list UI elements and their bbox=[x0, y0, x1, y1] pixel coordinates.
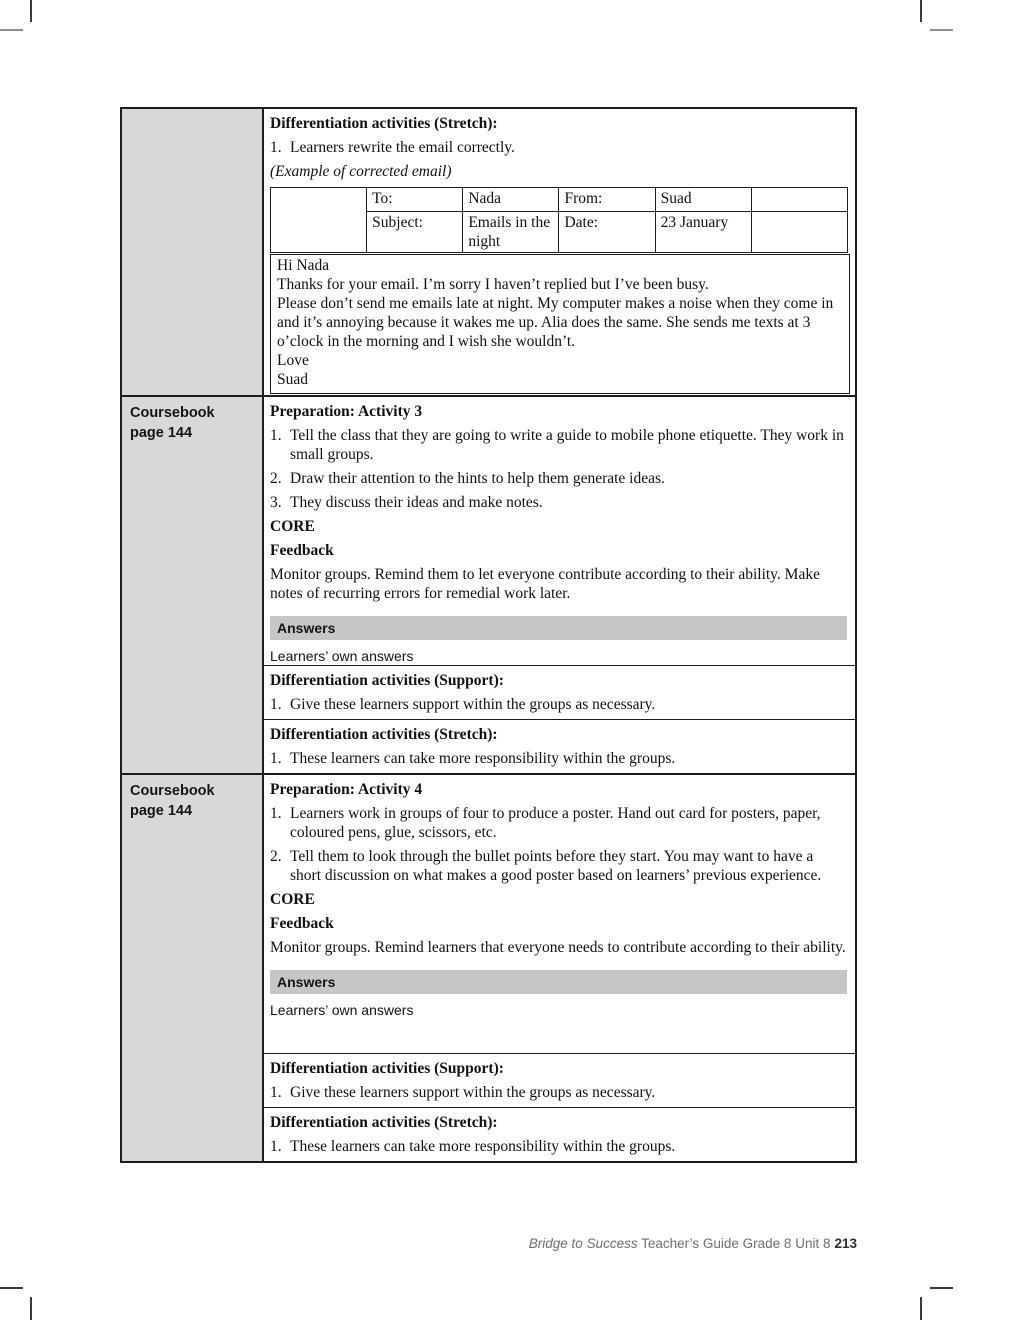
stretch-item bbox=[270, 1137, 847, 1156]
email-signature: Suad bbox=[277, 371, 308, 388]
list-text: Learners rewrite the email correctly. bbox=[290, 139, 515, 156]
email-body-box bbox=[270, 254, 850, 394]
stretch-item bbox=[270, 138, 850, 157]
sidebar-page-label: page 144 bbox=[130, 424, 193, 441]
stretch-email-row bbox=[122, 109, 855, 395]
list-text: These learners can take more responsibility within the groups. bbox=[290, 1138, 676, 1155]
email-from-value: Suad bbox=[655, 188, 751, 212]
email-from-label: From: bbox=[559, 188, 655, 212]
activity-4-main bbox=[264, 775, 855, 1053]
core-label: CORE bbox=[270, 518, 315, 535]
crop-mark-bottom-right-vertical bbox=[920, 1297, 922, 1320]
email-header-empty-cell bbox=[271, 188, 367, 253]
support-box bbox=[264, 665, 855, 719]
support-box bbox=[264, 1053, 855, 1107]
content-table bbox=[120, 107, 857, 1163]
activity-step bbox=[270, 493, 847, 512]
support-heading: Differentiation activities (Support): bbox=[270, 1060, 504, 1077]
email-subject-value: Emails in the night bbox=[463, 212, 559, 253]
activity-heading: Preparation: Activity 4 bbox=[270, 781, 423, 798]
sidebar-coursebook-label: Coursebook bbox=[130, 405, 215, 421]
email-header-row-1 bbox=[271, 188, 848, 212]
activity-3-cell bbox=[264, 397, 855, 773]
activity-step bbox=[270, 847, 847, 885]
sidebar-cell-coursebook bbox=[122, 775, 264, 1161]
support-item bbox=[270, 1083, 847, 1102]
answers-label: Answers bbox=[277, 974, 336, 990]
list-number: 1. bbox=[270, 139, 282, 156]
activity-step bbox=[270, 804, 847, 842]
email-paragraph: Please don’t send me emails late at night. My computer makes a noise when they come in and it’s annoying because it wakes me up. Alia does the same. She sends me texts at 3 o’clock in the morning and I wish she wouldn’t. bbox=[277, 295, 834, 350]
support-heading: Differentiation activities (Support): bbox=[270, 672, 504, 689]
list-text: Tell them to look through the bullet points before they start. You may want to have a short discussion on what makes a good poster based on learners’ previous experience. bbox=[290, 848, 822, 884]
example-caption: (Example of corrected email) bbox=[270, 163, 452, 180]
email-to-label: To: bbox=[367, 188, 463, 212]
list-number: 1. bbox=[270, 696, 282, 713]
list-number: 2. bbox=[270, 848, 282, 865]
email-header-empty-cell bbox=[751, 188, 847, 212]
list-text: They discuss their ideas and make notes. bbox=[290, 494, 543, 511]
sidebar-cell-coursebook bbox=[122, 397, 264, 773]
crop-mark-top-right-vertical bbox=[920, 0, 922, 22]
stretch-heading: Differentiation activities (Stretch): bbox=[270, 1114, 498, 1131]
support-item bbox=[270, 695, 847, 714]
list-number: 1. bbox=[270, 805, 282, 822]
list-number: 1. bbox=[270, 750, 282, 767]
footer-page-number: 213 bbox=[834, 1236, 857, 1251]
activity-step bbox=[270, 426, 847, 464]
sidebar-coursebook-label: Coursebook bbox=[130, 783, 215, 799]
crop-mark-top-left-horizontal bbox=[0, 29, 23, 31]
activity-heading: Preparation: Activity 3 bbox=[270, 403, 423, 420]
list-number: 1. bbox=[270, 1138, 282, 1155]
email-header-table bbox=[270, 187, 848, 253]
crop-mark-bottom-left-horizontal bbox=[0, 1287, 23, 1289]
list-number: 2. bbox=[270, 470, 282, 487]
crop-mark-bottom-right-horizontal bbox=[930, 1287, 953, 1289]
email-date-value: 23 January bbox=[655, 212, 751, 253]
list-number: 1. bbox=[270, 1084, 282, 1101]
answers-text: Learners’ own answers bbox=[270, 648, 414, 664]
footer-book-title: Bridge to Success bbox=[528, 1236, 638, 1251]
feedback-text: Monitor groups. Remind learners that everyone needs to contribute according to their ability. bbox=[270, 939, 846, 956]
crop-mark-bottom-left-vertical bbox=[30, 1297, 32, 1320]
list-text: These learners can take more responsibility within the groups. bbox=[290, 750, 676, 767]
email-signoff: Love bbox=[277, 352, 309, 369]
footer-guide-text: Teacher’s Guide Grade 8 Unit 8 bbox=[637, 1236, 831, 1251]
stretch-box bbox=[264, 1107, 855, 1161]
list-number: 3. bbox=[270, 494, 282, 511]
list-text: Give these learners support within the groups as necessary. bbox=[290, 1084, 656, 1101]
core-label: CORE bbox=[270, 891, 315, 908]
email-greeting: Hi Nada bbox=[277, 257, 330, 274]
stretch-email-cell bbox=[264, 109, 858, 395]
answers-bar bbox=[270, 970, 847, 994]
feedback-label: Feedback bbox=[270, 542, 334, 559]
email-line: Thanks for your email. I’m sorry I haven’t replied but I’ve been busy. bbox=[277, 276, 709, 293]
sidebar-page-label: page 144 bbox=[130, 802, 193, 819]
stretch-box bbox=[264, 719, 855, 773]
feedback-text: Monitor groups. Remind them to let everyone contribute according to their ability. Make notes of recurring errors for remedial work later. bbox=[270, 566, 820, 602]
list-text: Tell the class that they are going to write a guide to mobile phone etiquette. They work in small groups. bbox=[290, 427, 844, 463]
email-subject-label: Subject: bbox=[367, 212, 463, 253]
crop-mark-top-left-vertical bbox=[30, 0, 32, 22]
page-footer bbox=[529, 1236, 857, 1251]
feedback-label: Feedback bbox=[270, 915, 334, 932]
activity-3-row bbox=[122, 395, 855, 773]
stretch-item bbox=[270, 749, 847, 768]
answers-bar bbox=[270, 616, 847, 640]
activity-4-row bbox=[122, 773, 855, 1161]
list-text: Draw their attention to the hints to help them generate ideas. bbox=[290, 470, 665, 487]
stretch-heading: Differentiation activities (Stretch): bbox=[270, 726, 498, 743]
sidebar-cell-empty bbox=[122, 109, 264, 395]
email-header-empty-cell bbox=[751, 212, 847, 253]
answers-text: Learners’ own answers bbox=[270, 1002, 414, 1018]
list-text: Learners work in groups of four to produce a poster. Hand out card for posters, paper, coloured pens, glue, scissors, etc. bbox=[290, 805, 821, 841]
activity-3-main bbox=[264, 397, 855, 665]
activity-4-cell bbox=[264, 775, 855, 1161]
activity-step bbox=[270, 469, 847, 488]
crop-mark-top-right-horizontal bbox=[930, 29, 953, 31]
stretch-heading: Differentiation activities (Stretch): bbox=[270, 115, 498, 132]
list-text: Give these learners support within the groups as necessary. bbox=[290, 696, 656, 713]
list-number: 1. bbox=[270, 427, 282, 444]
email-to-value: Nada bbox=[463, 188, 559, 212]
email-date-label: Date: bbox=[559, 212, 655, 253]
answers-label: Answers bbox=[277, 620, 336, 636]
